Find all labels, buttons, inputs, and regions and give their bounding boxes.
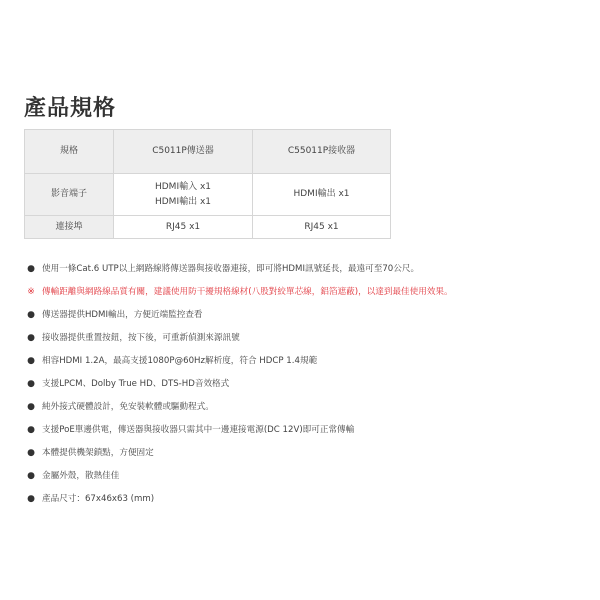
- bullet-icon: ●: [27, 494, 35, 504]
- header-spec: 規格: [25, 130, 114, 174]
- receiver-av-port-cell: HDMI輸出 x1: [253, 174, 391, 216]
- note-mark-icon: ※: [27, 287, 35, 297]
- sender-hdmi-in: HDMI輸入 x1: [154, 181, 212, 192]
- bullet-icon: ●: [27, 448, 35, 458]
- list-item: ● 支援LPCM、Dolby True HD、DTS-HD音效格式: [26, 373, 596, 396]
- sender-connector-cell: RJ45 x1: [114, 216, 253, 239]
- spec-table: [24, 129, 391, 239]
- list-item: ● 本體提供機架鎖點，方便固定: [26, 442, 596, 465]
- list-item: ● 支援PoE單邊供電，傳送器與接收器只需其中一邊連接電源(DC 12V)即可正常傳輸: [26, 419, 596, 442]
- list-item: ● 傳送器提供HDMI輸出，方便近端監控查看: [26, 304, 596, 327]
- bullet-icon: ●: [27, 471, 35, 481]
- bullet-icon: ●: [27, 333, 35, 343]
- list-item: ● 金屬外殼，散熱佳佳: [26, 465, 596, 488]
- receiver-connector-cell: RJ45 x1: [253, 216, 391, 239]
- list-item: ● 產品尺寸：67x46x63 (mm): [26, 488, 596, 511]
- bullet-icon: ●: [27, 425, 35, 435]
- row-label-connector: 連接埠: [25, 216, 114, 239]
- bullet-icon: ●: [27, 264, 35, 274]
- feature-list: [26, 258, 596, 511]
- bullet-icon: ●: [27, 379, 35, 389]
- header-receiver: C55011P接收器: [253, 130, 391, 174]
- bullet-icon: ●: [27, 356, 35, 366]
- warning-note: ※ 傳輸距離與網路線品質有關，建議使用防干擾規格線材(八股對絞單芯線，鋁箔遮蔽)，以達到最佳使用效果。: [26, 281, 596, 304]
- table-row: [25, 216, 391, 239]
- list-item: ● 相容HDMI 1.2A，最高支援1080P@60Hz解析度，符合 HDCP 1.4規範: [26, 350, 596, 373]
- page-title: 產品規格: [24, 96, 117, 121]
- bullet-icon: ●: [27, 402, 35, 412]
- table-header-row: [25, 130, 391, 174]
- list-item: ● 接收器提供重置按鈕，按下後，可重新偵測來源訊號: [26, 327, 596, 350]
- bullet-icon: ●: [27, 310, 35, 320]
- list-item: ● 純外接式硬體設計，免安裝軟體或驅動程式。: [26, 396, 596, 419]
- row-label-av-port: 影音端子: [25, 174, 114, 216]
- table-row: [25, 174, 391, 216]
- sender-hdmi-out: HDMI輸出 x1: [154, 196, 212, 207]
- sender-av-port-cell: [114, 174, 253, 216]
- header-sender: C5011P傳送器: [114, 130, 253, 174]
- list-item: ● 使用一條Cat.6 UTP以上網路線將傳送器與接收器連接，即可將HDMI訊號延長，最遠可至70公尺。: [26, 258, 596, 281]
